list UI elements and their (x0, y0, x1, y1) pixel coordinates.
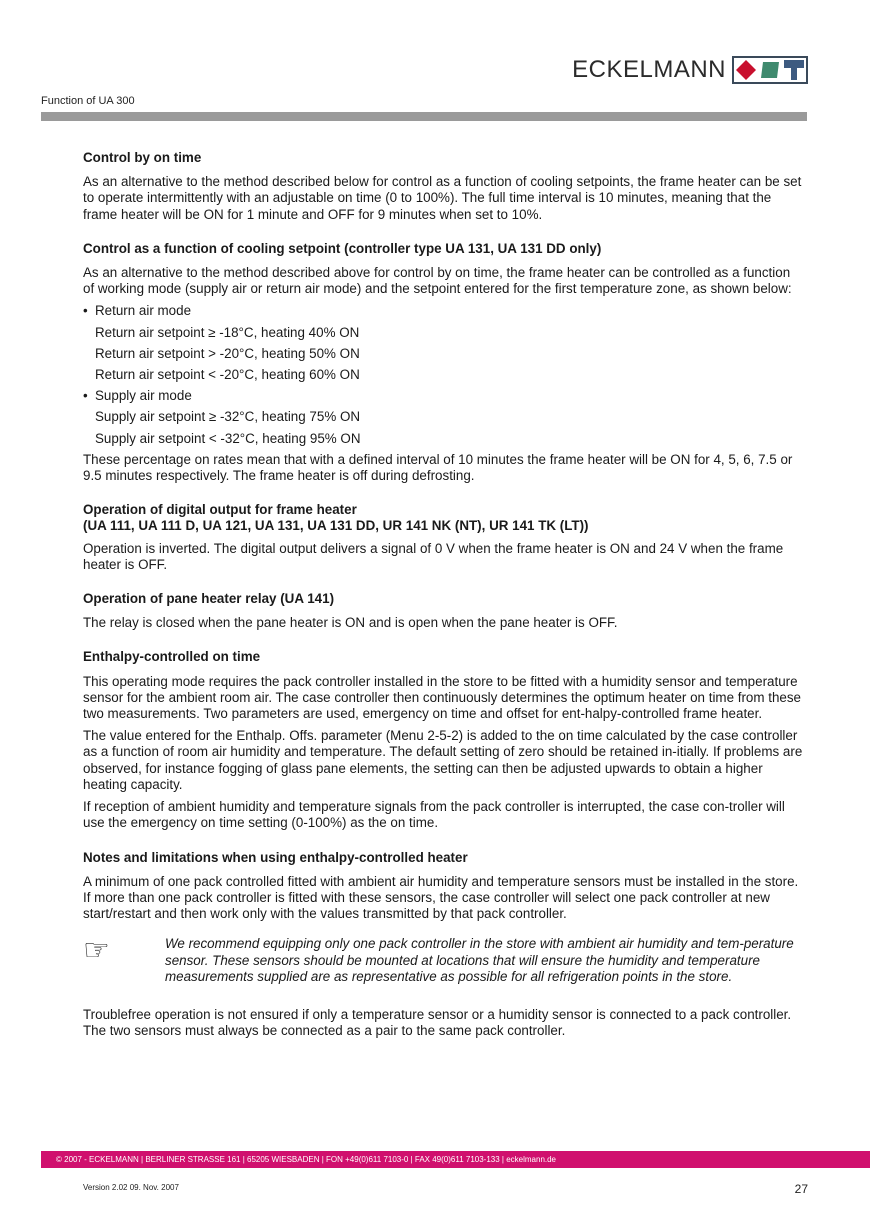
page-number: 27 (794, 1182, 808, 1196)
section-enthalpy (83, 649, 805, 831)
bullet-return-air-mode: • Return air mode (83, 303, 805, 319)
logo-mark-icon (732, 56, 808, 84)
footer-bar: © 2007 - ECKELMANN | BERLINER STRASSE 161 | 65205 WIESBADEN | FON +49(0)611 7103-0 | FAX 49(0)611 7103-133 | eckelmann.de (41, 1151, 870, 1168)
section-heading: Notes and limitations when using enthalpy-controlled heater (83, 849, 468, 865)
section-digital-output (83, 502, 805, 573)
section-heading: Enthalpy-controlled on time (83, 649, 261, 665)
heading-line: Operation of digital output for frame heater (83, 502, 357, 518)
main-content (83, 142, 805, 1057)
pointing-hand-icon: ☞ (83, 934, 110, 968)
heading-line: (UA 111, UA 111 D, UA 121, UA 131, UA 131 DD, UR 141 NK (NT), UR 141 TK (LT)) (83, 518, 589, 534)
note-text: We recommend equipping only one pack controller in the store with ambient air humidity and tem-perature sensor. These sensors should be mounted at locations that will ensure the humidity and temperature measurements supplied are as representative as possible for all refrigeration points in the store. (165, 936, 794, 984)
section-cooling-setpoint (83, 241, 805, 484)
header-divider (41, 112, 807, 121)
setpoint-line: Return air setpoint ≥ -18°C, heating 40% ON (95, 324, 360, 340)
paragraph: The relay is closed when the pane heater is ON and is open when the pane heater is OFF. (83, 615, 618, 631)
paragraph: Troublefree operation is not ensured if only a temperature sensor or a humidity sensor is connected to a pack controller. The two sensors must always be connected as a pair to the same pack controller. (83, 1006, 792, 1039)
company-logo (572, 56, 808, 84)
section-on-time (83, 150, 805, 223)
paragraph: These percentage on rates mean that with a defined interval of 10 minutes the frame heater will be ON for 4, 5, 6, 7.5 or 9.5 minutes respectively. The frame heater is off during defrosting. (83, 451, 793, 484)
section-heading: Control as a function of cooling setpoint (controller type UA 131, UA 131 DD only) (83, 240, 602, 256)
bullet-supply-air-mode: • Supply air mode (83, 388, 805, 404)
setpoint-line: Return air setpoint > -20°C, heating 50% ON (95, 345, 360, 361)
section-heading (83, 502, 805, 534)
paragraph: Operation is inverted. The digital output delivers a signal of 0 V when the frame heater is ON and 24 V when the frame heater is OFF. (83, 540, 784, 572)
version-info: Version 2.02 09. Nov. 2007 (83, 1183, 179, 1192)
paragraph: If reception of ambient humidity and temperature signals from the pack controller is interrupted, the case con-troller will use the emergency on time setting (0-100%) as the on time. (83, 799, 785, 831)
paragraph: This operating mode requires the pack controller installed in the store to be fitted with a humidity sensor and temperature sensor for the ambient room air. The case controller then continuously determines the optimum heater on time from these two measurements. Two parameters are used, emergency on time and offset for ent-halpy-controlled frame heater. (83, 673, 802, 722)
paragraph: A minimum of one pack controlled fitted with ambient air humidity and temperature sensors must be installed in the store. If more than one pack controller is fitted with these sensors, the case controller will select one pack controller at new start/restart and then work only with the values transmitted by that pack controller. (83, 873, 799, 922)
section-notes (83, 850, 805, 1040)
setpoint-line: Supply air setpoint ≥ -32°C, heating 75% ON (95, 409, 361, 425)
section-heading: Control by on time (83, 150, 202, 165)
note-box (83, 936, 805, 985)
setpoint-line: Return air setpoint < -20°C, heating 60% ON (95, 367, 360, 383)
section-heading: Operation of pane heater relay (UA 141) (83, 591, 335, 607)
paragraph: As an alternative to the method described above for control by on time, the frame heater can be controlled as a function of working mode (supply air or return air mode) and the setpoint entered for the first temperature zone, as shown below: (83, 265, 792, 297)
document-label: Function of UA 300 (41, 95, 135, 107)
logo-text: ECKELMANN (572, 56, 726, 83)
paragraph: As an alternative to the method described below for control as a function of cooling setpoints, the frame heater can be set to operate intermittently with an adjustable on time (0 to 100%). The full time interval is 10 minutes, meaning that the frame heater will be ON for 1 minute and OFF for 9 minutes when set to 10%. (83, 174, 802, 222)
section-pane-heater (83, 591, 805, 631)
paragraph: The value entered for the Enthalp. Offs. parameter (Menu 2-5-2) is added to the on time calculated by the case controller as a function of room air humidity and temperature. The default setting of zero should be retained in-itially. If problems are observed, for instance fogging of glass pane elements, the setting can then be adjusted upwards to obtain a higher heating capacity. (83, 728, 803, 792)
setpoint-line: Supply air setpoint < -32°C, heating 95% ON (95, 430, 361, 446)
